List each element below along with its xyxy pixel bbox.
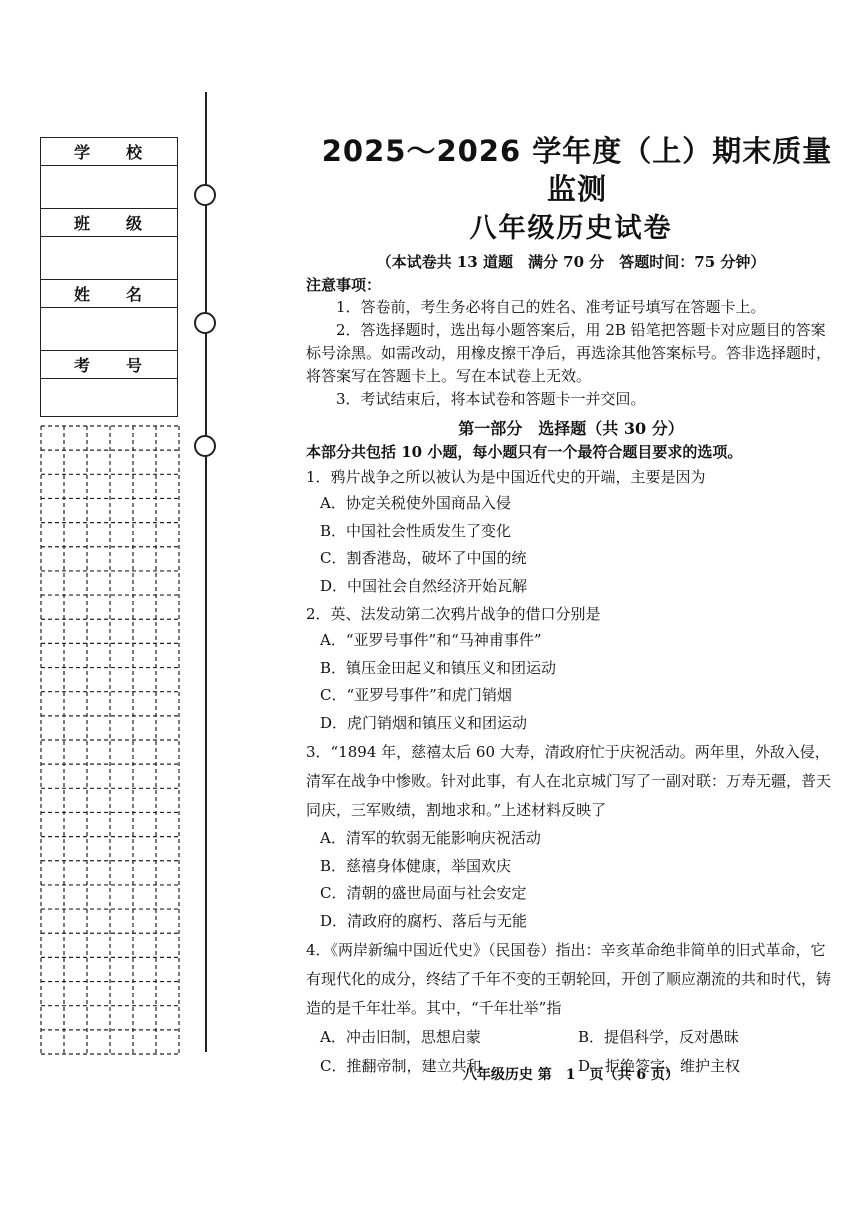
- question-4: [306, 936, 836, 1081]
- option-a: A．协定关税使外国商品入侵: [320, 494, 511, 512]
- exam-meta: （本试卷共 13 道题 满分 70 分 答题时间：75 分钟）: [376, 253, 766, 271]
- option-a: A．冲击旧制，思想启蒙: [320, 1028, 481, 1046]
- exam-title: 2025～2026 学年度（上）期末质量监测: [321, 134, 833, 206]
- binding-line: [205, 92, 207, 1052]
- exam-content: [306, 132, 836, 1081]
- name-label: 姓 名: [41, 280, 177, 308]
- binding-hole: [194, 184, 216, 206]
- option-a: A．“亚罗号事件”和“马神甫事件”: [320, 631, 542, 649]
- school-field[interactable]: [41, 166, 177, 209]
- question-3: [306, 738, 836, 935]
- option-b: B．镇压金田起义和镇压义和团运动: [320, 658, 557, 677]
- question-stem: 4．《两岸新编中国近代史》（民国卷）指出：辛亥革命绝非简单的旧式革命，它有现代化的成分，终结了千年不变的王朝轮回，开创了顺应潮流的共和时代，铸造的是千年壮举。其中，“千年壮举”指: [306, 941, 832, 1017]
- question-2: [306, 601, 836, 737]
- page-footer: 八年级历史 第 1 页（共 6 页）: [462, 1067, 680, 1083]
- option-d: D．清政府的腐朽、落后与无能: [320, 911, 528, 930]
- note-item: 3．考试结束后，将本试卷和答题卡一并交回。: [336, 390, 646, 408]
- school-label: 学 校: [41, 138, 177, 166]
- option-b: B．中国社会性质发生了变化: [320, 521, 512, 540]
- option-c: C．割香港岛，破坏了中国的统: [320, 549, 527, 567]
- notes-heading: 注意事项：: [306, 276, 382, 294]
- name-field[interactable]: [41, 308, 177, 351]
- option-b: B．慈禧身体健康，举国欢庆: [320, 856, 512, 875]
- question-stem: 2．英、法发动第二次鸦片战争的借口分别是: [306, 605, 601, 623]
- exam-number-field[interactable]: [41, 379, 177, 421]
- question-stem: 1．鸦片战争之所以被认为是中国近代史的开端，主要是因为: [306, 468, 706, 486]
- student-info-box: [40, 137, 178, 417]
- question-1: [306, 464, 836, 600]
- option-c: C．“亚罗号事件”和虎门销烟: [320, 686, 512, 704]
- note-item: 2．答选择题时，选出每小题答案后，用 2B 铅笔把答题卡对应题目的答案标号涂黑。如需改动，用橡皮擦干净后，再选涂其他答案标号。答非选择题时，将答案写在答题卡上。写在本试卷上无效。: [306, 321, 832, 385]
- class-field[interactable]: [41, 237, 177, 280]
- option-d: D．拒绝签字，维护主权: [578, 1057, 741, 1075]
- binding-hole: [194, 312, 216, 334]
- binding-hole: [194, 435, 216, 457]
- exam-subtitle: 八年级历史试卷: [469, 213, 673, 244]
- option-row: [306, 1023, 836, 1052]
- exam-number-grid[interactable]: [40, 425, 180, 1055]
- question-stem: 3．“1894 年，慈禧太后 60 大寿，清政府忙于庆祝活动。两年里，外敌入侵，清军在战争中惨败。针对此事，有人在北京城门写了一副对联：万寿无疆，普天同庆，三军败绩，割地求和。”上述材料反映了: [306, 743, 832, 819]
- option-d: D．中国社会自然经济开始瓦解: [320, 576, 528, 595]
- section-heading: 第一部分 选择题（共 30 分）: [458, 419, 684, 438]
- option-c: C．清朝的盛世局面与社会安定: [320, 884, 527, 902]
- option-a: A．清军的软弱无能影响庆祝活动: [320, 829, 541, 847]
- note-item: 1．答卷前，考生务必将自己的姓名、准考证号填写在答题卡上。: [336, 298, 766, 316]
- section-description: 本部分共包括 10 小题，每小题只有一个最符合题目要求的选项。: [306, 443, 743, 461]
- option-c: C．推翻帝制，建立共和: [320, 1057, 482, 1075]
- class-label: 班 级: [41, 209, 177, 237]
- option-b: B．提倡科学，反对愚昧: [578, 1028, 740, 1046]
- exam-number-label: 考 号: [41, 351, 177, 379]
- option-d: D．虎门销烟和镇压义和团运动: [320, 713, 528, 732]
